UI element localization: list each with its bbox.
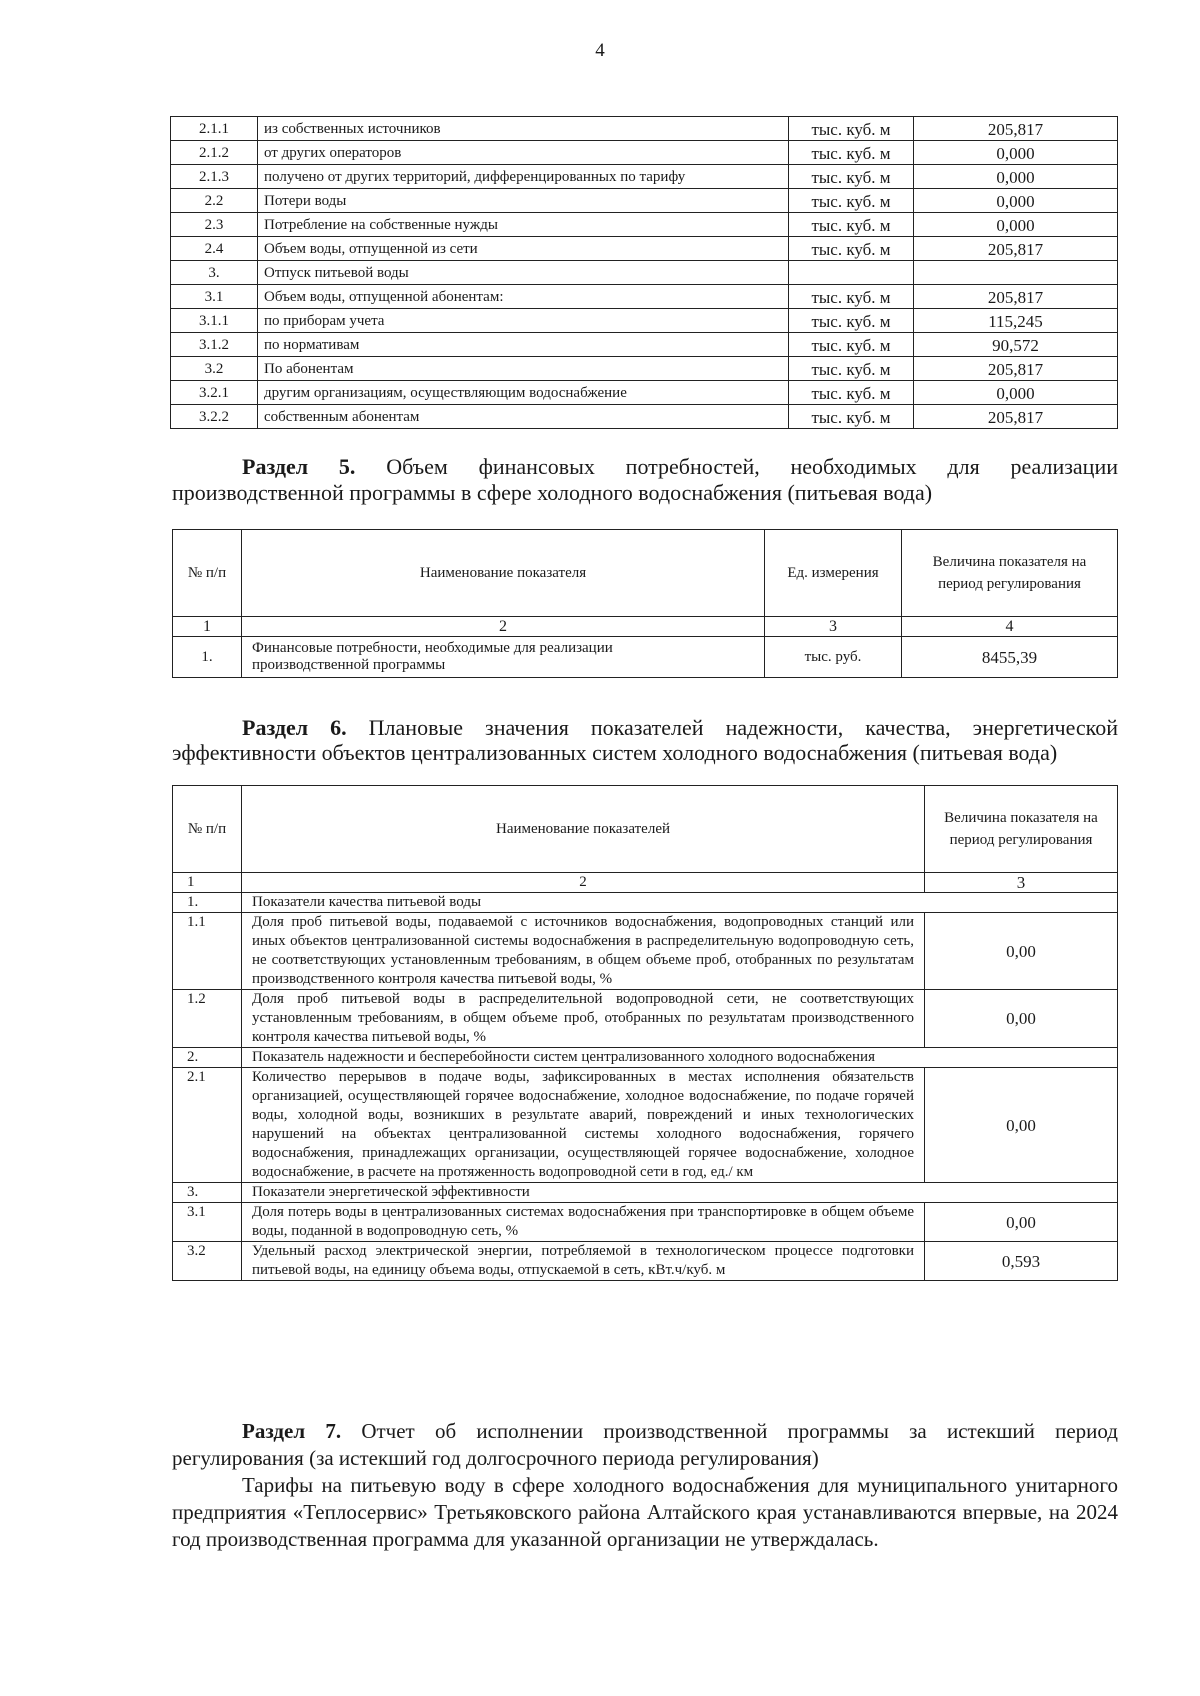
row-name: по приборам учета	[258, 309, 789, 333]
section5-label: Раздел 5.	[242, 454, 356, 479]
table-row	[171, 189, 1118, 213]
row-code: 2.1	[173, 1068, 242, 1183]
row-value: 205,817	[914, 405, 1118, 429]
row-code: 2.1.3	[171, 165, 258, 189]
table-row	[173, 893, 1118, 913]
table-row	[173, 1203, 1118, 1242]
table-row	[171, 141, 1118, 165]
table-row	[171, 237, 1118, 261]
row-name: из собственных источников	[258, 117, 789, 141]
row-value: 0,00	[925, 1068, 1118, 1183]
row-value: 0,00	[925, 990, 1118, 1048]
header-name: Наименование показателя	[242, 530, 765, 617]
table-row	[171, 405, 1118, 429]
row-name: Доля проб питьевой воды, подаваемой с источников водоснабжения, водопроводных станций или иных объектов централизованной системы водоснабжения в распределительную водопроводную сеть, не соответствующих установленным требованиям, в общем объеме проб, отобранных по результатам производственного контроля качества питьевой воды, %	[242, 913, 925, 990]
row-unit: тыс. куб. м	[789, 333, 914, 357]
row-unit: тыс. куб. м	[789, 285, 914, 309]
row-value: 205,817	[914, 117, 1118, 141]
page-number: 4	[595, 40, 605, 61]
row-name: другим организациям, осуществляющим водоснабжение	[258, 381, 789, 405]
header-num: № п/п	[173, 786, 242, 873]
row-code: 3.2.2	[171, 405, 258, 429]
row-name: Потери воды	[258, 189, 789, 213]
row-unit: тыс. куб. м	[789, 381, 914, 405]
water-balance-table	[170, 116, 1118, 429]
col-number: 3	[925, 873, 1118, 893]
table-row	[171, 117, 1118, 141]
row-value: 0,000	[914, 381, 1118, 405]
row-code: 3.	[173, 1183, 242, 1203]
col-number: 4	[902, 617, 1118, 637]
section6-label: Раздел 6.	[242, 715, 347, 740]
col-number: 1	[173, 617, 242, 637]
row-unit	[789, 261, 914, 285]
table-row	[173, 1048, 1118, 1068]
header-unit: Ед. измерения	[765, 530, 902, 617]
table-row	[173, 990, 1118, 1048]
row-value: 90,572	[914, 333, 1118, 357]
row-value: 205,817	[914, 357, 1118, 381]
row-name: собственным абонентам	[258, 405, 789, 429]
section7-heading	[172, 1418, 1118, 1472]
row-name: получено от других территорий, дифференцированных по тарифу	[258, 165, 789, 189]
row-unit: тыс. куб. м	[789, 117, 914, 141]
row-code: 2.4	[171, 237, 258, 261]
row-value: 0,00	[925, 913, 1118, 990]
header-value: Величина показателя на период регулирования	[925, 786, 1118, 873]
row-code: 2.3	[171, 213, 258, 237]
row-value: 0,000	[914, 141, 1118, 165]
row-code: 3.2.1	[171, 381, 258, 405]
row-code: 2.1.2	[171, 141, 258, 165]
row-unit: тыс. куб. м	[789, 141, 914, 165]
table-row	[171, 357, 1118, 381]
row-unit: тыс. куб. м	[789, 213, 914, 237]
table-row	[173, 913, 1118, 990]
section5-heading	[172, 454, 1118, 506]
row-code: 1.	[173, 893, 242, 913]
header-num: № п/п	[173, 530, 242, 617]
table-row	[171, 261, 1118, 285]
row-name: Потребление на собственные нужды	[258, 213, 789, 237]
row-name: Финансовые потребности, необходимые для реализации производственной программы	[242, 637, 765, 678]
row-code: 3.2	[173, 1242, 242, 1281]
row-value: 0,000	[914, 165, 1118, 189]
row-code: 3.	[171, 261, 258, 285]
section7-paragraph: Тарифы на питьевую воду в сфере холодного водоснабжения для муниципального унитарного предприятия «Теплосервис» Третьяковского района Алтайского края устанавливаются впервые, на 2024 год производственная программа для указанной организации не утверждалась.	[172, 1473, 1118, 1551]
financial-needs-table	[172, 529, 1118, 678]
row-name: Объем воды, отпущенной абонентам:	[258, 285, 789, 309]
row-code: 3.1.2	[171, 333, 258, 357]
row-unit: тыс. руб.	[765, 637, 902, 678]
indicators-table	[172, 785, 1118, 1281]
row-code: 3.1	[171, 285, 258, 309]
row-unit: тыс. куб. м	[789, 189, 914, 213]
row-code: 2.	[173, 1048, 242, 1068]
row-code: 1.	[173, 637, 242, 678]
row-value	[914, 261, 1118, 285]
row-name: Показатель надежности и бесперебойности систем централизованного холодного водоснабжения	[242, 1048, 1118, 1068]
row-unit: тыс. куб. м	[789, 165, 914, 189]
row-name: Отпуск питьевой воды	[258, 261, 789, 285]
row-value: 0,593	[925, 1242, 1118, 1281]
row-value: 0,00	[925, 1203, 1118, 1242]
col-number: 3	[765, 617, 902, 637]
row-value: 8455,39	[902, 637, 1118, 678]
row-name: по нормативам	[258, 333, 789, 357]
row-name: Количество перерывов в подаче воды, зафиксированных в местах исполнения обязательств организацией, осуществляющей горячее водоснабжение, холодное водоснабжение, по подаче горячей воды, холодной воды, возникших в результате аварий, повреждений и иных технологических нарушений на объектах централизованной системы холодного водоснабжения, горячего водоснабжения, принадлежащих организации, осуществляющей горячее водоснабжение, холодное водоснабжение, в расчете на протяженность водопроводной сети в год, ед./ км	[242, 1068, 925, 1183]
table-row	[171, 381, 1118, 405]
table-row	[173, 1068, 1118, 1183]
row-name: Доля проб питьевой воды в распределительной водопроводной сети, не соответствующих установленным требованиям, в общем объеме проб, отобранных по результатам производственного контроля качества питьевой воды, %	[242, 990, 925, 1048]
row-code: 3.1.1	[171, 309, 258, 333]
table-row	[171, 285, 1118, 309]
row-unit: тыс. куб. м	[789, 309, 914, 333]
row-code: 1.2	[173, 990, 242, 1048]
col-number: 2	[242, 617, 765, 637]
row-value: 0,000	[914, 213, 1118, 237]
row-name: Удельный расход электрической энергии, потребляемой в технологическом процессе подготовки питьевой воды, на единицу объема воды, отпускаемой в сеть, кВт.ч/куб. м	[242, 1242, 925, 1281]
table-row	[171, 333, 1118, 357]
row-name: Объем воды, отпущенной из сети	[258, 237, 789, 261]
header-name: Наименование показателей	[242, 786, 925, 873]
row-code: 1.1	[173, 913, 242, 990]
section6-heading	[172, 715, 1118, 765]
row-value: 115,245	[914, 309, 1118, 333]
row-value: 205,817	[914, 285, 1118, 309]
table-row	[171, 213, 1118, 237]
col-number: 1	[173, 873, 242, 893]
row-name: По абонентам	[258, 357, 789, 381]
row-code: 3.2	[171, 357, 258, 381]
row-unit: тыс. куб. м	[789, 405, 914, 429]
col-number: 2	[242, 873, 925, 893]
row-code: 2.2	[171, 189, 258, 213]
row-value: 0,000	[914, 189, 1118, 213]
row-value: 205,817	[914, 237, 1118, 261]
table-row	[171, 309, 1118, 333]
row-unit: тыс. куб. м	[789, 237, 914, 261]
table-row	[173, 1183, 1118, 1203]
section6-title: Плановые значения показателей надежности, качества, энергетической эффективности объектов централизованных систем холодного водоснабжения (питьевая вода)	[172, 715, 1118, 765]
header-value: Величина показателя на период регулирования	[902, 530, 1118, 617]
row-name: Показатели энергетической эффективности	[242, 1183, 1118, 1203]
row-unit: тыс. куб. м	[789, 357, 914, 381]
section5-title: Объем финансовых потребностей, необходимых для реализации производственной программы в сфере холодного водоснабжения (питьевая вода)	[172, 454, 1119, 505]
row-name: Доля потерь воды в централизованных системах водоснабжения при транспортировке в общем объеме воды, поданной в водопроводную сеть, %	[242, 1203, 925, 1242]
table-row	[173, 1242, 1118, 1281]
section7-title: Отчет об исполнении производственной программы за истекший период регулирования (за истекший год долгосрочного периода регулирования)	[172, 1419, 1118, 1470]
row-name: Показатели качества питьевой воды	[242, 893, 1118, 913]
row-name: от других операторов	[258, 141, 789, 165]
row-code: 2.1.1	[171, 117, 258, 141]
table-row	[171, 165, 1118, 189]
section7-label: Раздел 7.	[242, 1419, 342, 1443]
row-code: 3.1	[173, 1203, 242, 1242]
